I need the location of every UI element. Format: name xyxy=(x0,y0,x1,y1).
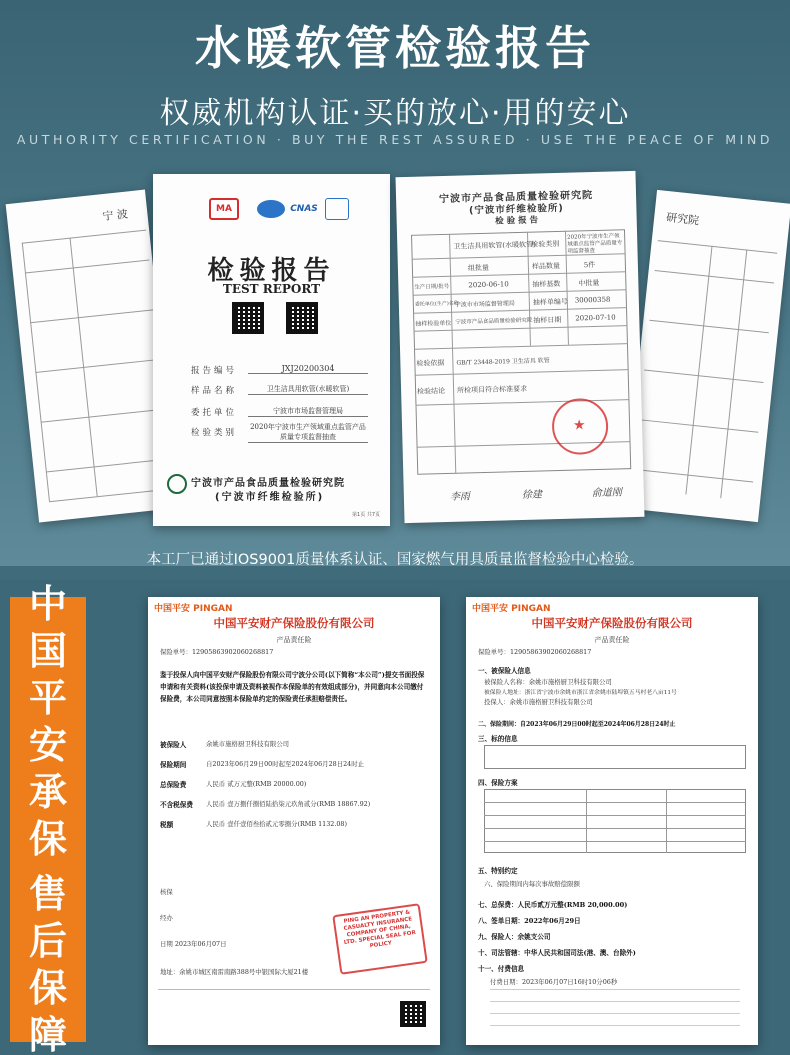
field-label-category: 检验类别 xyxy=(191,428,238,438)
field-value-category: 2020年宁波市生产领域重点监管产品质量专项监督抽查 xyxy=(248,422,368,443)
detail-conclusion-value: 所检项目符合标准要求 xyxy=(457,384,528,395)
pingan-logo: 中国平安 PINGAN xyxy=(472,604,551,614)
side-paper-left-heading: 宁 波 xyxy=(101,207,129,224)
section-period: 二、保险期间：自2023年06月29日00时起至2024年06月28日24时止 xyxy=(478,721,676,728)
detail-category-value: 2020年宁波市生产领域重点监管产品质量专项监督抽查 xyxy=(567,233,623,255)
banner-char: 中 xyxy=(28,581,67,626)
field-label-client: 委托单位 xyxy=(191,408,238,418)
signature-3: 俞道刚 xyxy=(591,487,622,500)
banner-char: 障 xyxy=(28,1012,67,1055)
section-applicant: 投保人：余姚市施格厨卫科技有限公司 xyxy=(484,698,593,706)
policy-number: 保险单号：12905863902060268817 xyxy=(478,648,592,656)
qr-code-policy xyxy=(400,1001,426,1027)
policy-intro: 鉴于投保人向中国平安财产保险股份有限公司宁波分公司(以下简称“本公司”)提交书面投保申请和有关资料(该投保申请及资料被视作本保险单的有效组成部分)，并同意向本公司缴付保险费，本公司同意按照本保险单约定的保险责任承担赔偿责任。 xyxy=(160,671,425,703)
section-insured-address: 被保险人地址：浙江省宁波市余姚市浙江省余姚市陆埠镇五马村老八亩11号 xyxy=(484,690,677,696)
detail-qty-value: 5件 xyxy=(583,261,596,270)
section-special: 五、特别约定 xyxy=(478,867,518,875)
page-subtitle: 权威机构认证·买的放心·用的安心 xyxy=(159,96,631,131)
field-value-net-premium: 人民币 壹万捌仟捌佰陆拾柒元玖角贰分(RMB 18867.92) xyxy=(206,800,371,808)
section-subject: 三、标的信息 xyxy=(478,735,518,743)
detail-client-value: 宁波市市场监督管理局 xyxy=(454,300,515,309)
banner-char: 国 xyxy=(28,628,67,673)
signature-2: 徐建 xyxy=(521,489,543,501)
section-jurisdiction: 十、司法管辖：中华人民共和国司法(港、澳、台除外) xyxy=(478,949,636,957)
section-insured-info: 一、被保险人信息 xyxy=(478,667,531,675)
qr-code-right xyxy=(286,302,318,334)
subject-table xyxy=(484,745,746,769)
ilac-logo-icon xyxy=(257,200,285,218)
policy-seal: PING AN PROPERTY & CASUALTY INSURANCE COMPANY OF CHINA, LTD. SPECIAL SEAL FOR POLICY xyxy=(332,903,427,975)
banner-char: 保 xyxy=(28,965,67,1010)
cover-page-number: 第1页 共7页 xyxy=(352,512,380,518)
institute-sub: (宁波市纤维检验所) xyxy=(215,492,325,503)
insurer-address: 地址：余姚市城区南雷南路388号中银国际大厦21楼 xyxy=(160,968,309,976)
institute-seal-icon xyxy=(167,474,187,494)
detail-sampling-date-label: 抽样日期 xyxy=(533,315,562,325)
detail-sampling-date-value: 2020-07-10 xyxy=(575,313,616,323)
pingan-logo: 中国平安 PINGAN xyxy=(154,604,233,614)
detail-conclusion-label: 检验结论 xyxy=(417,386,446,396)
field-value-period: 自2023年06月29日00时起至2024年06月28日24时止 xyxy=(206,760,365,768)
detail-institute-sub: (宁波市纤维检验所) xyxy=(468,202,564,217)
detail-base-value: 中批量 xyxy=(578,278,600,288)
section-insurer: 九、保险人：余姚支公司 xyxy=(478,933,551,941)
side-paper-right-heading: 研究院 xyxy=(665,210,700,228)
detail-category-label: 检验类别 xyxy=(531,239,560,249)
section-insured-name: 被保险人名称：余姚市施格厨卫科技有限公司 xyxy=(484,678,612,686)
testing-logo-icon xyxy=(325,198,349,220)
qr-code-left xyxy=(232,302,264,334)
detail-client-label: 委托单位(生产)名称 xyxy=(414,300,459,308)
policy-number: 保险单号：12905863902060268817 xyxy=(160,648,274,656)
field-label-sample: 样品名称 xyxy=(191,386,238,396)
seal-star-icon: ★ xyxy=(572,417,586,434)
cnas-logo: CNAS xyxy=(290,204,318,214)
field-label-insured: 被保险人 xyxy=(160,741,187,749)
section-payment: 十一、付费信息 xyxy=(478,965,525,973)
detail-qty-label: 样品数量 xyxy=(531,261,560,271)
sign-row-date: 日期 2023年06月07日 xyxy=(160,940,227,948)
certification-caption: 本工厂已通过IOS9001质量体系认证、国家燃气用具质量监督检验中心检验。 xyxy=(146,552,644,568)
ma-logo: MA xyxy=(209,198,239,220)
insurance-banner xyxy=(10,581,86,1055)
signature-1: 李雨 xyxy=(449,491,471,503)
detail-batch-label: 组批量 xyxy=(467,263,490,273)
insurance-policy-right xyxy=(466,597,758,1045)
field-value-report-no: JXJ20200304 xyxy=(248,364,368,374)
insurance-policy-left xyxy=(148,597,440,1045)
banner-char: 承 xyxy=(28,769,67,814)
banner-char: 保 xyxy=(28,816,67,861)
report-title-cn: 检验报告 xyxy=(207,256,336,286)
page-tagline: AUTHORITY CERTIFICATION · BUY THE REST ASSURED · USE THE PEACE OF MIND xyxy=(16,132,774,147)
page-title: 水暖软管检验报告 xyxy=(195,21,595,75)
detail-sampling-unit-value: 宁波市产品食品质量检验研究院 xyxy=(455,317,533,326)
field-label-report-no: 报告编号 xyxy=(191,366,238,376)
banner-char: 安 xyxy=(28,722,67,767)
report-cover xyxy=(153,174,390,526)
field-label-period: 保险期间 xyxy=(160,761,187,769)
field-label-premium: 总保险费 xyxy=(160,781,187,789)
field-value-sample: 卫生洁具用软管(水暖软管) xyxy=(248,384,368,395)
detail-basis-label: 检验依据 xyxy=(416,358,445,368)
section-limit: 六、保险期间内每次事故赔偿限额 xyxy=(484,880,580,888)
detail-date-label: 生产日期/批号 xyxy=(414,283,450,291)
section-plan: 四、保险方案 xyxy=(478,779,518,787)
detail-date-value: 2020-06-10 xyxy=(468,280,509,290)
detail-sampling-unit-label: 抽样检验单位 xyxy=(415,319,452,328)
detail-basis-value: GB/T 23448-2019 卫生洁具 软管 xyxy=(456,357,550,367)
detail-base-label: 抽样基数 xyxy=(532,279,561,289)
section-sign-date: 八、签单日期：2022年06月29日 xyxy=(478,917,581,925)
detail-doc-title: 检 验 报 告 xyxy=(495,215,539,227)
sign-row-uw: 核保 xyxy=(160,888,173,896)
sign-row-handler: 经办 xyxy=(160,914,173,922)
field-value-premium: 人民币 贰万元整(RMB 20000.00) xyxy=(206,780,307,788)
insurance-company-name: 中国平安财产保险股份有限公司 xyxy=(531,616,693,630)
report-detail xyxy=(396,171,645,523)
field-value-insured: 余姚市施格厨卫科技有限公司 xyxy=(206,740,290,748)
field-value-tax: 人民币 壹仟壹佰叁拾贰元零捌分(RMB 1132.08) xyxy=(206,820,347,828)
insurance-doc-title: 产品责任险 xyxy=(594,636,630,644)
section-payment-date: 付费日期：2023年06月07日16时10分06秒 xyxy=(490,978,618,986)
insurance-doc-title: 产品责任险 xyxy=(276,636,312,644)
section-total-premium: 七、总保费：人民币贰万元整(RMB 20,000.00) xyxy=(478,901,628,909)
plan-table xyxy=(484,789,746,853)
field-label-net-premium: 不含税保费 xyxy=(160,801,193,809)
detail-sample-name: 卫生洁具用软管(水暖软管) xyxy=(453,240,536,251)
report-title-en: TEST REPORT xyxy=(222,282,321,296)
banner-char: 平 xyxy=(28,675,67,720)
field-value-client: 宁波市市场监督管理局 xyxy=(248,406,368,417)
detail-sampling-no-label: 抽样单编号 xyxy=(532,297,568,307)
detail-sampling-no-value: 30000358 xyxy=(574,295,611,305)
institute-name: 宁波市产品食品质量检验研究院 xyxy=(191,478,345,489)
field-label-tax: 税额 xyxy=(160,821,174,829)
detail-institute: 宁波市产品食品质量检验研究院 xyxy=(438,190,594,206)
insurance-company-name: 中国平安财产保险股份有限公司 xyxy=(213,616,375,630)
banner-char: 售 xyxy=(28,871,67,916)
banner-char: 后 xyxy=(28,918,67,963)
